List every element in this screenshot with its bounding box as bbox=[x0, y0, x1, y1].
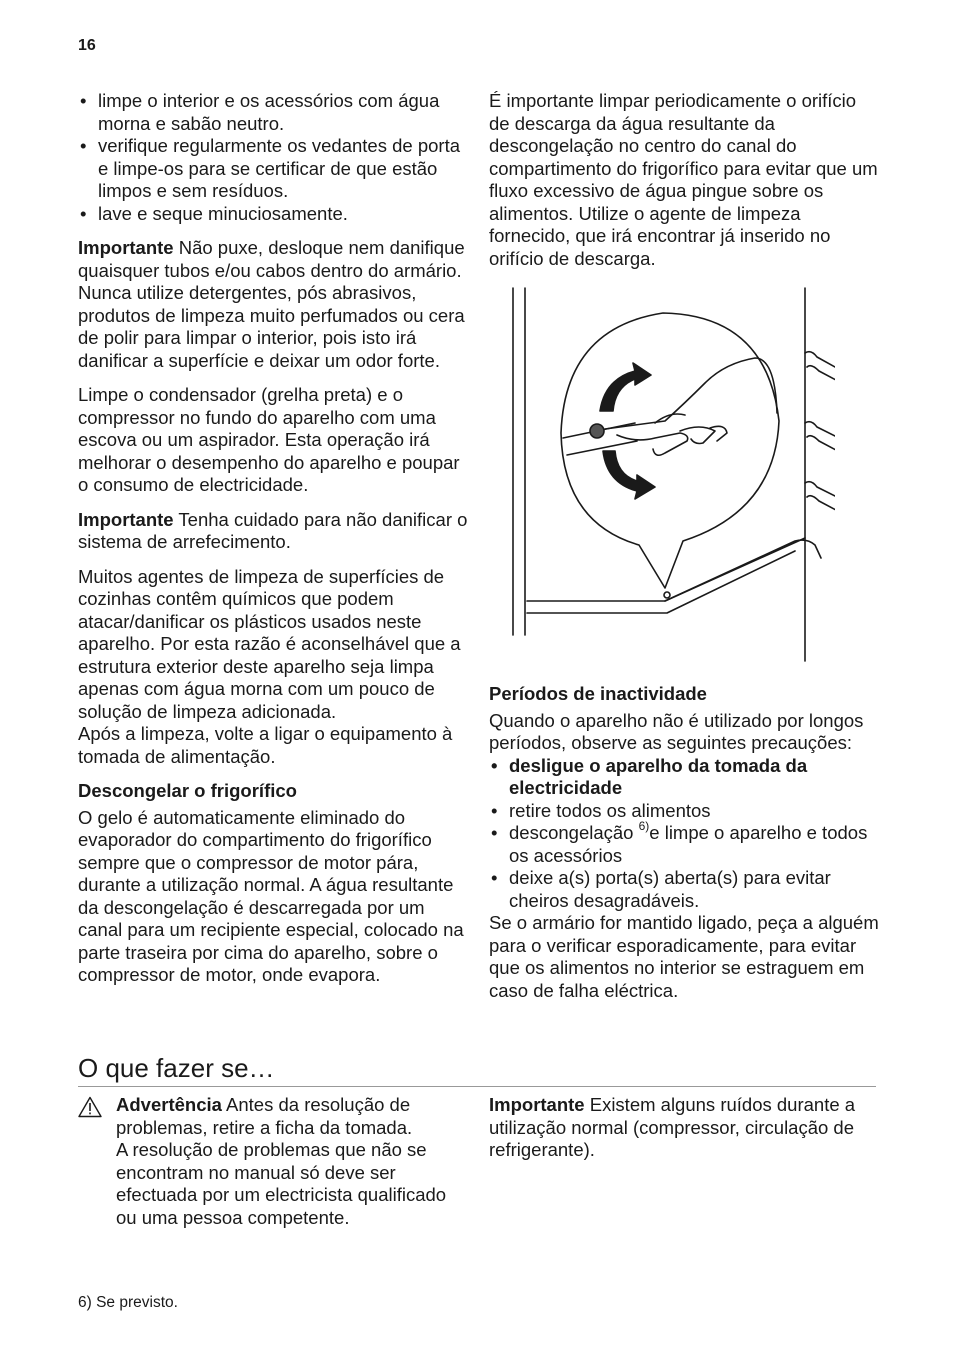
list-item: • retire todos os alimentos bbox=[489, 800, 879, 823]
paragraph-condenser: Limpe o condensador (grelha preta) e o compressor no fundo do aparelho com uma escova ou um aspirador. Esta operação irá melhorar o desempenho do aparelho e poupar o consumo de electricidade. bbox=[78, 384, 460, 495]
inactivity-intro: Quando o aparelho não é utilizado por longos períodos, observe as seguintes precauções: bbox=[489, 709, 864, 753]
cleaning-bullets bbox=[78, 90, 468, 225]
left-column bbox=[78, 90, 468, 999]
inactivity-bullets bbox=[489, 755, 879, 913]
warning-body: Antes da resolução de problemas, retire a ficha da tomada. bbox=[116, 1094, 413, 1138]
footnote-ref: 6) bbox=[638, 818, 650, 833]
important-text: Não puxe, desloque nem danifique quaisquer tubos e/ou cabos dentro do armário. bbox=[78, 237, 465, 281]
warning-icon bbox=[78, 1096, 102, 1118]
list-item: • lave e seque minuciosamente. bbox=[78, 203, 468, 226]
paragraph-drain-hole: É importante limpar periodicamente o orifício de descarga da água resultante da descongelação no centro do canal do compartimento do frigorífico para evitar que um fluxo excessivo de água pingue sobre os alimentos. Utilize o agente de limpeza fornecido, que irá encontrar já inserido no orifício de descarga. bbox=[489, 90, 878, 269]
important-note-cooling bbox=[78, 509, 468, 554]
bullet-text: descongelação bbox=[509, 822, 639, 843]
page-number: 16 bbox=[78, 37, 96, 54]
paragraph-after-cleaning: Após a limpeza, volte a ligar o equipamento à tomada de alimentação. bbox=[78, 723, 453, 767]
important-noise-note bbox=[489, 1094, 879, 1162]
bullet-text: e limpe o aparelho e todos os acessórios bbox=[509, 822, 868, 866]
warning-label: Advertência bbox=[116, 1094, 222, 1115]
footnote: 6) Se previsto. bbox=[78, 1294, 178, 1311]
important-label: Importante bbox=[489, 1094, 585, 1115]
section-divider bbox=[78, 1086, 876, 1087]
list-item: • deixe a(s) porta(s) aberta(s) para evitar cheiros desagradáveis. bbox=[489, 867, 879, 912]
list-item: • desligue o aparelho da tomada da electricidade bbox=[489, 755, 879, 800]
paragraph-cleaning-agents: Muitos agentes de limpeza de superfícies de cozinhas contêm químicos que podem atacar/danificar os plásticos usados neste aparelho. Por esta razão é aconselhável que a estrutura exterior deste aparelho seja limpa apenas com água morna com um pouco de solução de limpeza adicionada. bbox=[78, 565, 461, 722]
paragraph-detergents: Nunca utilize detergentes, pós abrasivos, produtos de limpeza muito perfumados ou cera de polir para limpar o interior, pois isto irá danificar a superfície e deixar um odor forte. bbox=[78, 282, 465, 371]
drain-cleaning-illustration bbox=[505, 283, 835, 663]
warning-text bbox=[116, 1094, 468, 1229]
defrost-heading: Descongelar o frigorífico bbox=[78, 780, 297, 801]
defrost-paragraph: O gelo é automaticamente eliminado do evaporador do compartimento do frigorífico sempre que o compressor de motor pára, durante a utilização normal. A água resultante da descongelação é descarregada por um canal para um recipiente especial, colocado na parte traseira por cima do aparelho, sobre o compressor de motor, onde evapora. bbox=[78, 806, 464, 985]
right-column bbox=[489, 90, 879, 282]
list-item bbox=[489, 818, 879, 867]
important-label: Importante bbox=[78, 237, 174, 258]
important-note-tubes bbox=[78, 237, 468, 282]
list-item: • limpe o interior e os acessórios com água morna e sabão neutro. bbox=[78, 90, 468, 135]
warning-block bbox=[78, 1094, 468, 1229]
list-item: • verifique regularmente os vedantes de porta e limpe-os para se certificar de que estão limpos e sem resíduos. bbox=[78, 135, 468, 203]
section-title: O que fazer se… bbox=[78, 1053, 275, 1083]
important-text: Tenha cuidado para não danificar o sistema de arrefecimento. bbox=[78, 508, 468, 552]
inactivity-heading: Períodos de inactividade bbox=[489, 683, 707, 704]
inactivity-section bbox=[489, 683, 879, 1014]
paragraph-left-on: Se o armário for mantido ligado, peça a alguém para o verificar esporadicamente, para evitar que os alimentos no interior se estraguem em caso de falha eléctrica. bbox=[489, 912, 879, 1001]
important-text: Existem alguns ruídos durante a utilização normal (compressor, circulação de refrigerante). bbox=[489, 1094, 856, 1160]
warning-body-2: A resolução de problemas que não se encontram no manual só deve ser efectuada por um electricista qualificado ou uma pessoa competente. bbox=[116, 1139, 447, 1228]
important-label: Importante bbox=[78, 508, 174, 530]
